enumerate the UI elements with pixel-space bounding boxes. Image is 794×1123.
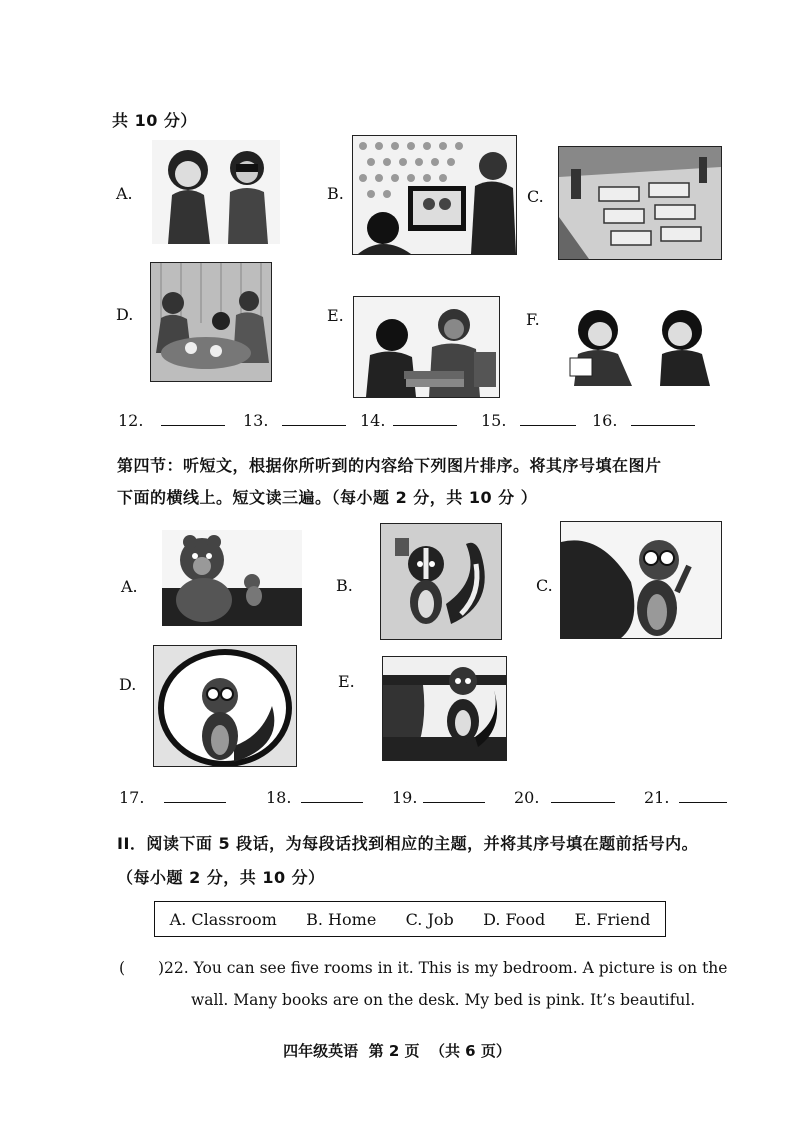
picture-e-kids-books [353,296,500,398]
part2-instruction-line2: （每小题 2 分，共 10 分） [117,868,325,887]
answer-line-15[interactable] [481,411,576,430]
answer-line-21[interactable] [644,788,727,807]
answer-blank[interactable] [282,411,346,426]
answer-line-20[interactable] [514,788,615,807]
picture-a-two-kids [152,140,280,244]
option-food: D. Food [483,909,546,929]
picture-c-classroom [558,146,722,260]
part2-instruction-line1: II．阅读下面 5 段话，为每段话找到相应的主题，并将其序号填在题前括号内。 [117,834,699,853]
section4-instruction-line2: 下面的横线上。短文读三遍。（每小题 2 分，共 10 分 ） [117,488,538,507]
picture-b-computer-video [352,135,517,255]
picture-b-skunk-waving [380,523,502,640]
picture-label-f: F. [526,310,540,329]
section3-points-tail: 共 10 分） [112,111,197,130]
picture-label-b: B. [336,576,353,595]
answer-number: 19. [392,788,418,807]
section4-instruction-line1: 第四节：听短文，根据你所听到的内容给下列图片排序。将其序号填在图片 [117,456,662,475]
picture-label-e: E. [338,672,355,691]
picture-label-e: E. [327,306,344,325]
answer-line-12[interactable] [118,411,225,430]
answer-line-14[interactable] [360,411,457,430]
answer-line-17[interactable] [119,788,226,807]
picture-label-a: A. [121,577,138,596]
picture-d-squirrel-in-circle [153,645,297,767]
option-classroom: A. Classroom [169,909,277,929]
q22-answer-bracket[interactable]: ( [119,959,126,977]
answer-blank[interactable] [393,411,457,426]
answer-blank[interactable] [631,411,695,426]
picture-label-c: C. [527,187,544,206]
picture-d-family-dinner [150,262,272,382]
option-job: C. Job [405,909,454,929]
answer-number: 18. [266,788,292,807]
picture-c-squirrel-glasses [560,521,722,639]
answer-blank[interactable] [161,411,225,426]
answer-blank[interactable] [551,788,615,803]
answer-line-19[interactable] [392,788,485,807]
page-footer: 四年级英语 第 2 页 （共 6 页） [283,1042,511,1060]
answer-number: 13. [243,411,269,430]
picture-label-d: D. [116,305,134,324]
answer-blank[interactable] [423,788,485,803]
topic-options-box [154,901,666,937]
picture-label-c: C. [536,576,553,595]
picture-label-d: D. [119,675,137,694]
picture-e-skunk-car [382,656,507,761]
answer-number: 16. [592,411,618,430]
answer-number: 17. [119,788,145,807]
option-friend: E. Friend [574,909,651,929]
picture-a-bear-and-squirrel [162,530,302,626]
answer-number: 12. [118,411,144,430]
picture-label-b: B. [327,184,344,203]
answer-line-18[interactable] [266,788,363,807]
answer-number: 21. [644,788,670,807]
q22-text-line2: wall. Many books are on the desk. My bed is pink. It’s beautiful. [191,991,696,1009]
answer-line-16[interactable] [592,411,695,430]
answer-blank[interactable] [301,788,363,803]
q22-text-line1: )22. You can see five rooms in it. This is my bedroom. A picture is on the [158,959,728,977]
answer-blank[interactable] [679,788,727,803]
picture-f-two-girls [560,302,716,386]
answer-number: 20. [514,788,540,807]
answer-blank[interactable] [520,411,576,426]
answer-blank[interactable] [164,788,226,803]
option-home: B. Home [306,909,377,929]
picture-label-a: A. [116,184,133,203]
answer-number: 14. [360,411,386,430]
answer-line-13[interactable] [243,411,346,430]
answer-number: 15. [481,411,507,430]
